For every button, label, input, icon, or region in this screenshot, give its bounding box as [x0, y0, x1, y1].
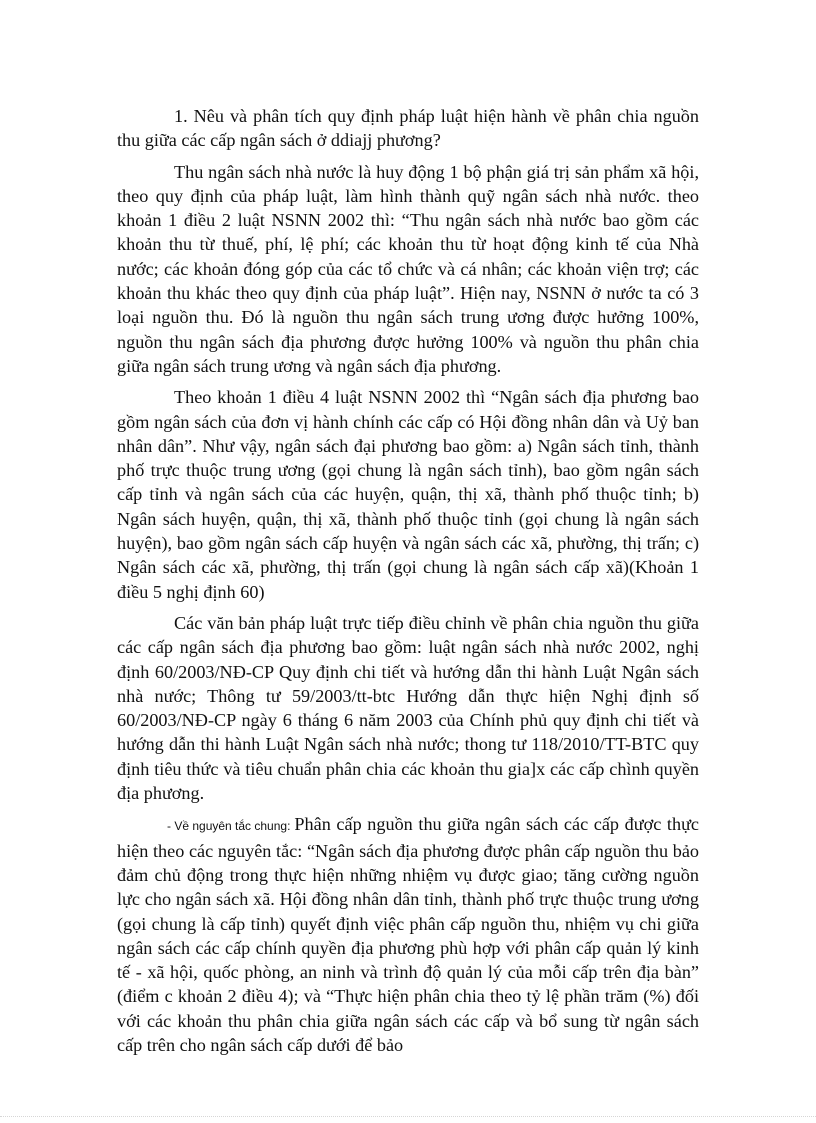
paragraph-intro: Thu ngân sách nhà nước là huy động 1 bộ phận giá trị sản phẩm xã hội, theo quy định của pháp luật, làm hình thành quỹ ngân sách nhà nước. theo khoản 1 điều 2 luật NSNN 2002 thì: “Thu ngân sách nhà nước bao gồm các khoản thu từ thuế, phí, lệ phí; các khoản thu từ hoạt động kinh tế của Nhà nước; các khoản đóng góp của các tổ chức và cá nhân; các khoản viện trợ; các khoản thu khác theo quy định của pháp luật”. Hiện nay, NSNN ở nước ta có 3 loại nguồn thu. Đó là nguồn thu ngân sách trung ương được hưởng 100%, nguồn thu ngân sách địa phương được hưởng 100% và nguồn thu phân chia giữa ngân sách trung ương và ngân sách địa phương. [117, 161, 699, 376]
principle-lead: - Về nguyên tắc chung: [167, 819, 291, 834]
principle-text: Phân cấp nguồn thu giữa ngân sách các cấp được thực hiện theo các nguyên tắc: “Ngân sách địa phương được phân cấp nguồn thu bảo đảm chủ động trong thực hiện những nhiệm vụ được giao; tăng cường nguồn lực cho ngân sách xã. Hội đồng nhân dân tỉnh, thành phố trực thuộc trung ương (gọi chung là cấp tỉnh) quyết định việc phân cấp nguồn thu, nhiệm vụ chi giữa ngân sách các cấp chính quyền địa phương phù hợp với phân cấp quản lý kinh tế - xã hội, quốc phòng, an ninh và trình độ quản lý của mỗi cấp trên địa bàn” (điểm c khoản 2 điều 4); và “Thực hiện phân chia theo tỷ lệ phần trăm (%) đối với các khoản thu phân chia giữa ngân sách các cấp và bổ sung từ ngân sách cấp trên cho ngân sách cấp dưới để bảo [117, 814, 699, 1055]
document-page [117, 104, 699, 1064]
paragraph-principles [117, 812, 699, 1057]
question-heading: 1. Nêu và phân tích quy định pháp luật hiện hành về phân chia nguồn thu giữa các cấp ngân sách ở ddiajj phương? [117, 106, 699, 151]
page-bottom-divider [0, 1116, 816, 1117]
paragraph-local-budget: Theo khoản 1 điều 4 luật NSNN 2002 thì “Ngân sách địa phương bao gồm ngân sách của đơn vị hành chính các cấp có Hội đồng nhân dân và Uỷ ban nhân dân”. Như vậy, ngân sách đại phương bao gồm: a) Ngân sách tỉnh, thành phố trực thuộc trung ương (gọi chung là ngân sách tỉnh), bao gồm ngân sách cấp tỉnh và ngân sách của các huyện, quận, thị xã, thành phố thuộc tỉnh; b) Ngân sách huyện, quận, thị xã, thành phố thuộc tỉnh (gọi chung là ngân sách huyện), bao gồm ngân sách cấp huyện và ngân sách các xã, phường, thị trấn; c) Ngân sách các xã, phường, thị trấn (gọi chung là ngân sách cấp xã)(Khoản 1 điều 5 nghị định 60) [117, 387, 699, 602]
paragraph-legal-documents: Các văn bản pháp luật trực tiếp điều chỉnh về phân chia nguồn thu giữa các cấp ngân sách địa phương bao gồm: luật ngân sách nhà nước 2002, nghị định 60/2003/NĐ-CP Quy định chi tiết và hướng dẫn thi hành Luật Ngân sách nhà nước; Thông tư 59/2003/tt-btc Hướng dẫn thực hiện Nghị định số 60/2003/NĐ-CP ngày 6 tháng 6 năm 2003 của Chính phủ quy định chi tiết và hướng dẫn thi hành Luật Ngân sách nhà nước; thong tư 118/2010/TT-BTC quy định tiêu thức và tiêu chuẩn phân chia các khoản thu gia]x các cấp chình quyền địa phương. [117, 612, 699, 804]
